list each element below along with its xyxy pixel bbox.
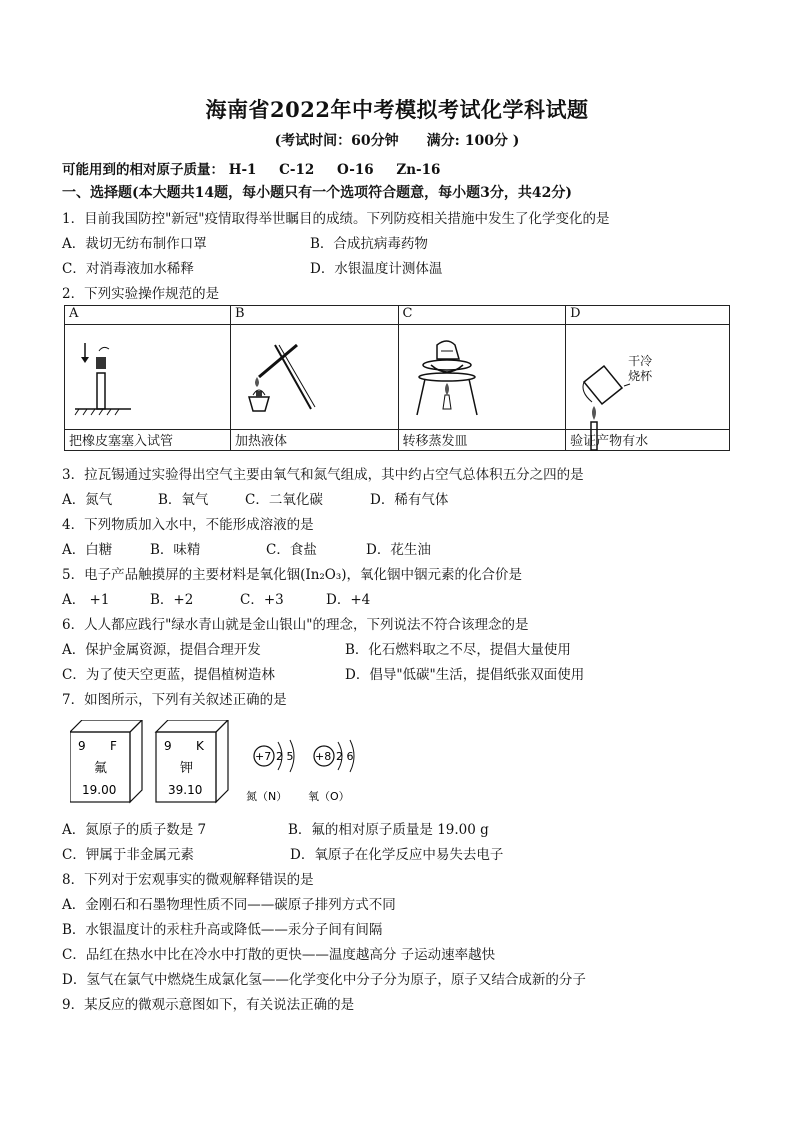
q3-option-c: C．二氧化碳 (245, 492, 323, 508)
nitrogen-nucleus: +7 (255, 750, 272, 763)
q1-option-b: B．合成抗病毒药物 (310, 236, 428, 252)
q7-option-a: A．氮原子的质子数是 7 (62, 822, 207, 838)
card-f-name: 氟 (94, 761, 108, 776)
atomic-masses-label: 可能用到的相对原子质量： (62, 162, 224, 178)
card-k-symbol: K (196, 739, 204, 753)
question-6-stem: 6．人人都应践行"绿水青山就是金山银山"的理念，下列说法不符合该理念的是 (62, 617, 529, 633)
q8-option-a: A．金刚石和石墨物理性质不同——碳原子排列方式不同 (62, 897, 396, 913)
q6-option-c: C．为了使天空更蓝，提倡植树造林 (62, 667, 275, 683)
q6-option-d: D．倡导"低碳"生活，提倡纸张双面使用 (345, 667, 585, 683)
page-title: 海南省2022年中考模拟考试化学科试题 (205, 97, 589, 122)
exam-time: (考试时间：60分钟 (274, 133, 399, 149)
card-k-number: 9 (164, 739, 172, 753)
evaporating-dish-hand-icon (407, 335, 487, 419)
q2-caption-d: 验证产物有水 (566, 430, 730, 451)
exam-info (0, 130, 794, 150)
q5-option-c: C．+3 (240, 592, 284, 608)
q7-option-d: D．氧原子在化学反应中易失去电子 (290, 847, 504, 863)
q2-caption-b: 加热液体 (231, 430, 399, 451)
question-7-stem: 7．如图所示，下列有关叙述正确的是 (62, 692, 287, 708)
question-5-stem: 5．电子产品触摸屏的主要材料是氧化铟(In₂O₃)，氧化铟中铟元素的化合价是 (62, 567, 523, 583)
q1-option-a: A．裁切无纺布制作口罩 (62, 236, 207, 252)
nitrogen-atom-diagram (246, 740, 294, 803)
atomic-mass-item: Zn-16 (396, 162, 441, 178)
atomic-masses (62, 158, 440, 178)
q2-caption-a: 把橡皮塞塞入试管 (65, 430, 231, 451)
q2-image-b (231, 325, 399, 430)
question-1-stem: 1．目前我国防控"新冠"疫情取得举世瞩目的成绩。下列防疫相关措施中发生了化学变化的是 (62, 211, 610, 227)
q2-image-c (398, 325, 566, 430)
q1-option-d: D．水银温度计测体温 (310, 261, 443, 277)
q2-image-a (65, 325, 231, 430)
q2-letter-b: B (231, 306, 399, 325)
card-k-mass: 39.10 (168, 783, 203, 797)
q3-option-a: A．氮气 (62, 492, 113, 508)
q2-table (64, 305, 730, 451)
card-f-mass: 19.00 (82, 783, 117, 797)
oxygen-shells: 2 6 (336, 750, 354, 763)
q2-image-d (566, 325, 730, 430)
q4-option-d: D．花生油 (366, 542, 431, 558)
q5-option-a: A． +1 (62, 592, 110, 608)
oxygen-label: 氧（O） (308, 790, 350, 803)
q5-option-d: D．+4 (326, 592, 371, 608)
nitrogen-label: 氮（N） (246, 790, 288, 803)
q3-option-b: B．氧气 (158, 492, 209, 508)
card-f-symbol: F (110, 739, 117, 753)
full-score: 满分: 100分 ) (426, 133, 520, 149)
question-2-stem: 2．下列实验操作规范的是 (62, 286, 220, 302)
q3-option-d: D．稀有气体 (370, 492, 449, 508)
q7-figure (70, 720, 370, 810)
q2-caption-c: 转移蒸发皿 (398, 430, 566, 451)
element-card-fluorine (70, 720, 142, 802)
atomic-mass-item: H-1 (228, 162, 257, 178)
atomic-mass-item: O-16 (337, 162, 374, 178)
section-heading: 一、选择题(本大题共14题，每小题只有一个选项符合题意，每小题3分，共42分) (62, 185, 572, 201)
question-3-stem: 3．拉瓦锡通过实验得出空气主要由氧气和氮气组成，其中约占空气总体积五分之四的是 (62, 467, 584, 483)
q8-option-d: D．氢气在氯气中燃烧生成氯化氢——化学变化中分子分为原子，原子又结合成新的分子 (62, 972, 586, 988)
oxygen-nucleus: +8 (315, 750, 332, 763)
question-9-stem: 9．某反应的微观示意图如下，有关说法正确的是 (62, 997, 355, 1013)
q4-option-c: C．食盐 (266, 542, 317, 558)
heating-liquid-icon (239, 337, 319, 417)
oxygen-atom-diagram (308, 740, 354, 803)
question-8-stem: 8．下列对于宏观事实的微观解释错误的是 (62, 872, 314, 888)
d-label-line1: 干冷 (628, 354, 653, 368)
q6-option-b: B．化石燃料取之不尽，提倡大量使用 (345, 642, 571, 658)
q7-option-b: B．氟的相对原子质量是 19.00 g (288, 822, 489, 838)
q2-letter-c: C (398, 306, 566, 325)
q1-option-c: C．对消毒液加水稀释 (62, 261, 194, 277)
q2-letter-a: A (65, 306, 231, 325)
q8-option-b: B．水银温度计的汞柱升高或降低——汞分子间有间隔 (62, 922, 383, 938)
question-4-stem: 4．下列物质加入水中，不能形成溶液的是 (62, 517, 314, 533)
card-k-name: 钾 (180, 761, 194, 776)
q5-option-b: B．+2 (150, 592, 194, 608)
q8-option-c: C．品红在热水中比在冷水中打散的更快——温度越高分 子运动速率越快 (62, 947, 496, 963)
atomic-mass-item: C-12 (279, 162, 315, 178)
d-label-line2: 烧杯 (628, 369, 653, 383)
q4-option-a: A．白糖 (62, 542, 113, 558)
q7-option-c: C．钾属于非金属元素 (62, 847, 194, 863)
q6-option-a: A．保护金属资源，提倡合理开发 (62, 642, 261, 658)
q2-letter-d: D (566, 306, 730, 325)
element-card-potassium (156, 720, 228, 802)
nitrogen-shells: 2 5 (276, 750, 294, 763)
q4-option-b: B．味精 (150, 542, 201, 558)
test-tube-stopper-icon (73, 337, 133, 417)
card-f-number: 9 (78, 739, 86, 753)
